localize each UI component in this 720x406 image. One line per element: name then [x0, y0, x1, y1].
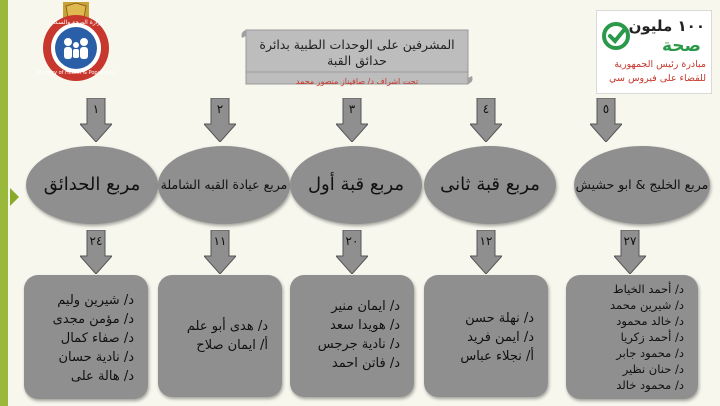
name-item: د/ حنان نظير — [622, 362, 684, 376]
name-item: د/ هدى أبو علم — [186, 319, 268, 334]
region-oval-hadaek: مربع الحدائق — [26, 146, 158, 224]
count-number: ١٢ — [479, 234, 493, 248]
campaign-line-3: مبادرة رئيس الجمهورية — [614, 59, 706, 70]
names-card-clinic — [158, 275, 282, 397]
campaign-line-1: ١٠٠ مليون — [628, 17, 705, 35]
step-arrow-qubba-1 — [336, 98, 368, 142]
title-banner — [240, 26, 474, 90]
name-item: أ/ ايمان صلاح — [196, 338, 268, 353]
campaign-line-4: للقضاء على فيروس سي — [609, 73, 706, 84]
region-oval-qubba-1: مربع قبة أول — [290, 146, 422, 224]
name-item: د/ نهلة حسن — [465, 311, 534, 326]
ministry-english-text: Ministry of Health & Population — [37, 70, 115, 76]
name-item: د/ شيرين محمد — [610, 298, 684, 312]
region-oval-qubba-2: مربع قبة ثانى — [424, 146, 556, 224]
banner-title: المشرفين على الوحدات الطبية بدائرة حدائق القبة — [259, 37, 455, 68]
names-list — [24, 291, 134, 386]
name-item: د/ محمود جابر — [616, 346, 684, 360]
name-item: د/ خالد محمود — [616, 314, 684, 328]
names-list — [158, 317, 268, 355]
names-list — [566, 281, 684, 393]
name-item: د/ مؤمن مجدى — [52, 312, 134, 327]
name-item: أ/ نجلاء عباس — [460, 349, 534, 364]
names-list — [424, 309, 534, 366]
name-item: د/ نادية حسان — [58, 350, 134, 365]
ministry-arabic-text: وزارة الصحة والسكان — [48, 19, 104, 26]
count-arrow-qubba-1 — [336, 230, 368, 274]
count-number: ١١ — [213, 234, 227, 248]
name-item: د/ أحمد زكريا — [620, 330, 684, 344]
name-item: د/ محمود خالد — [616, 378, 684, 392]
names-list — [290, 297, 400, 373]
count-number: ٢٠ — [345, 234, 359, 248]
names-card-hadaek — [24, 275, 148, 399]
step-number: ٣ — [348, 102, 356, 116]
step-number: ٢ — [216, 102, 224, 116]
name-item: د/ هالة على — [70, 369, 134, 384]
name-item: د/ ايمن فريد — [467, 330, 534, 345]
name-item: د/ أحمد الخياط — [612, 282, 684, 296]
step-arrow-clinic — [204, 98, 236, 142]
campaign-logo — [596, 10, 712, 94]
name-item: د/ شيرين وليم — [57, 293, 134, 308]
step-arrow-qubba-2 — [470, 98, 502, 142]
step-number: ٥ — [602, 102, 610, 116]
campaign-line-2: صحة — [662, 36, 701, 56]
name-item: د/ صفاء كمال — [60, 331, 134, 346]
name-item: د/ ايمان منير — [331, 299, 400, 314]
name-item: د/ نادية جرجس — [317, 337, 400, 352]
banner-subtitle: تحت اشراف د/ صافيناز منصور محمد — [295, 77, 419, 86]
check-circle-icon — [602, 21, 630, 51]
region-oval-clinic: مربع عيادة القبه الشاملة — [158, 146, 290, 224]
names-card-khaleeg — [566, 275, 698, 399]
side-arrow-icon — [10, 188, 19, 206]
name-item: د/ هويدا سعد — [329, 318, 400, 333]
count-arrow-qubba-2 — [470, 230, 502, 274]
ministry-emblem-icon — [30, 0, 122, 84]
step-arrow-hadaek — [80, 98, 112, 142]
ministry-logo — [30, 0, 122, 84]
name-item: د/ فاتن احمد — [331, 356, 400, 371]
count-number: ٢٤ — [89, 234, 103, 248]
step-number: ١ — [92, 102, 100, 116]
region-oval-khaleeg: مربع الخليج & ابو حشيش — [574, 146, 710, 224]
names-card-qubba-2 — [424, 275, 548, 397]
step-number: ٤ — [482, 102, 490, 116]
count-number: ٢٧ — [623, 234, 637, 248]
sidebar-strip — [0, 0, 8, 406]
count-arrow-clinic — [204, 230, 236, 274]
names-card-qubba-1 — [290, 275, 414, 397]
step-arrow-khaleeg — [590, 98, 622, 142]
count-arrow-hadaek — [80, 230, 112, 274]
count-arrow-khaleeg — [614, 230, 646, 274]
